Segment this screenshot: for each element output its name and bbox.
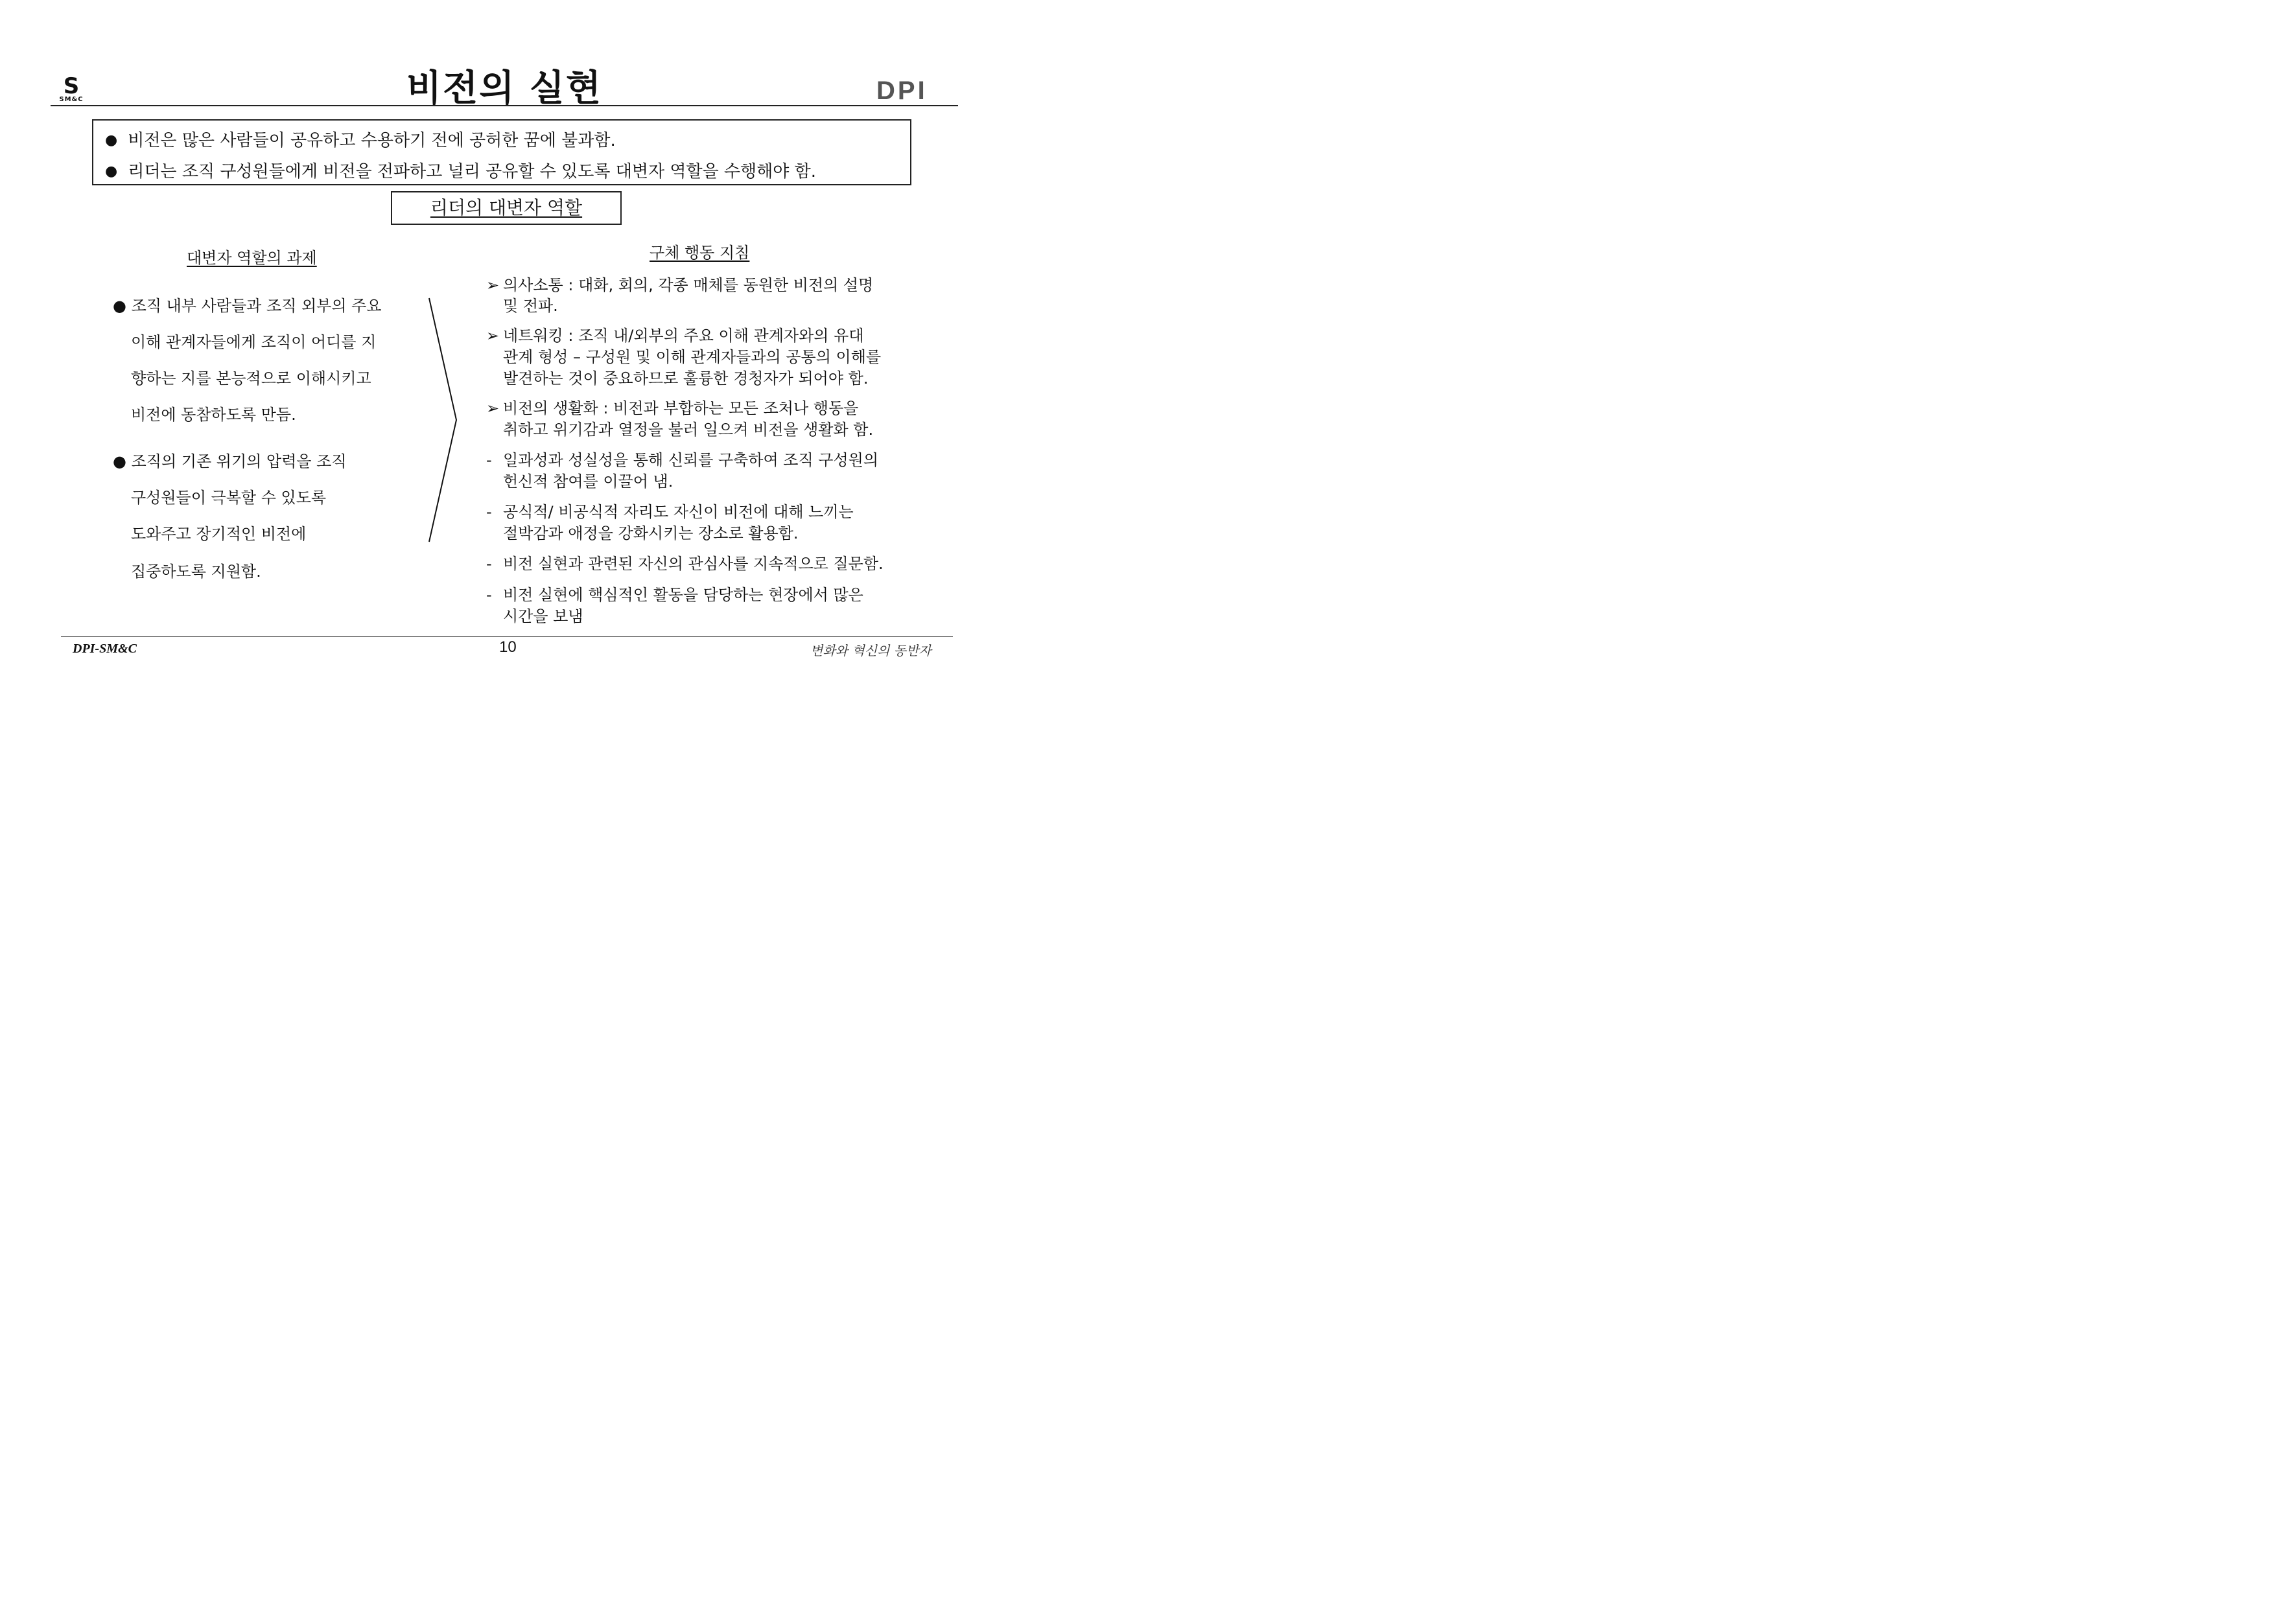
left-bullet-1-line: 향하는 지를 본능적으로 이해시키고 xyxy=(131,369,371,388)
dash-bullet-icon: - xyxy=(486,555,492,573)
bullet-icon: ● xyxy=(113,452,126,470)
smc-logo-text: SM&C xyxy=(59,96,84,103)
summary-line-2: ● 리더는 조직 구성원들에게 비전을 전파하고 널리 공유할 수 있도록 대변자 역할을 수행해야 함. xyxy=(105,162,817,181)
footer-slogan: 변화와 혁신의 동반자 xyxy=(810,643,931,658)
dpi-logo: DPI xyxy=(876,76,928,105)
arrow-bullet-icon: ➢ xyxy=(486,399,500,417)
dash-bullet-icon: - xyxy=(486,586,492,604)
right-column-heading: 구체 행동 지침 xyxy=(650,244,750,262)
left-bullet-1-line: 비전에 동참하도록 만듬. xyxy=(131,406,296,424)
action-item-questions: - 비전 실현과 관련된 자신의 관심사를 지속적으로 질문함. xyxy=(486,555,884,573)
action-item-vision-living: ➢ 비전의 생활화 : 비전과 부합하는 모든 조처나 행동을 xyxy=(486,399,859,417)
action-item-line: 관계 형성 – 구성원 및 이해 관계자들과의 공통의 이해를 xyxy=(503,348,882,366)
left-bullet-2-line: 도와주고 장기적인 비전에 xyxy=(131,525,307,543)
action-item-venues: - 공식적/ 비공식적 자리도 자신이 비전에 대해 느끼는 xyxy=(486,503,854,521)
left-bullet-1: ● 조직 내부 사람들과 조직 외부의 주요 xyxy=(113,297,382,315)
action-item-communication: ➢ 의사소통 : 대화, 회의, 각종 매체를 동원한 비전의 설명 xyxy=(486,276,874,294)
action-item-line: 절박감과 애정을 강화시키는 장소로 활용함. xyxy=(503,524,799,542)
arrow-bullet-icon: ➢ xyxy=(486,327,500,345)
left-column-heading: 대변자 역할의 과제 xyxy=(187,249,317,267)
action-item-line: 헌신적 참여를 이끌어 냄. xyxy=(503,472,674,491)
arrow-bullet-icon: ➢ xyxy=(486,276,500,294)
action-item-line: 취하고 위기감과 열정을 불러 일으켜 비전을 생활화 함. xyxy=(503,421,874,439)
dash-bullet-icon: - xyxy=(486,451,492,469)
bullet-icon: ● xyxy=(113,297,126,315)
dash-bullet-icon: - xyxy=(486,503,492,521)
action-item-field-time: - 비전 실현에 핵심적인 활동을 담당하는 현장에서 많은 xyxy=(486,586,863,604)
action-item-trust: - 일과성과 성실성을 통해 신뢰를 구축하여 조직 구성원의 xyxy=(486,451,879,469)
bullet-icon: ● xyxy=(105,163,118,180)
footer-company: DPI-SM&C xyxy=(73,642,137,656)
summary-line-1: ● 비전은 많은 사람들이 공유하고 수용하기 전에 공허한 꿈에 불과함. xyxy=(105,131,616,150)
left-bullet-2: ● 조직의 기존 위기의 압력을 조직 xyxy=(113,452,347,470)
page-title: 비전의 실현 xyxy=(406,67,602,110)
left-bullet-2-line: 집중하도록 지원함. xyxy=(131,563,261,581)
summary-box xyxy=(92,119,911,185)
role-box xyxy=(391,191,622,225)
header-divider xyxy=(51,105,958,106)
action-item-line: 발견하는 것이 중요하므로 훌륭한 경청자가 되어야 함. xyxy=(503,369,869,388)
action-item-line: 시간을 보냄 xyxy=(503,607,583,625)
chevron-arrow-icon xyxy=(423,296,462,544)
footer-divider xyxy=(61,636,953,637)
left-bullet-2-line: 구성원들이 극복할 수 있도록 xyxy=(131,489,327,507)
page-number: 10 xyxy=(499,638,517,656)
left-bullet-1-line: 이해 관계자들에게 조직이 어디를 지 xyxy=(131,333,377,351)
bullet-icon: ● xyxy=(105,132,118,148)
action-item-networking: ➢ 네트워킹 : 조직 내/외부의 주요 이해 관계자와의 유대 xyxy=(486,327,864,345)
action-item-line: 및 전파. xyxy=(503,297,558,315)
smc-logo-mark: S xyxy=(63,73,80,99)
role-box-label: 리더의 대변자 역할 xyxy=(430,197,583,218)
